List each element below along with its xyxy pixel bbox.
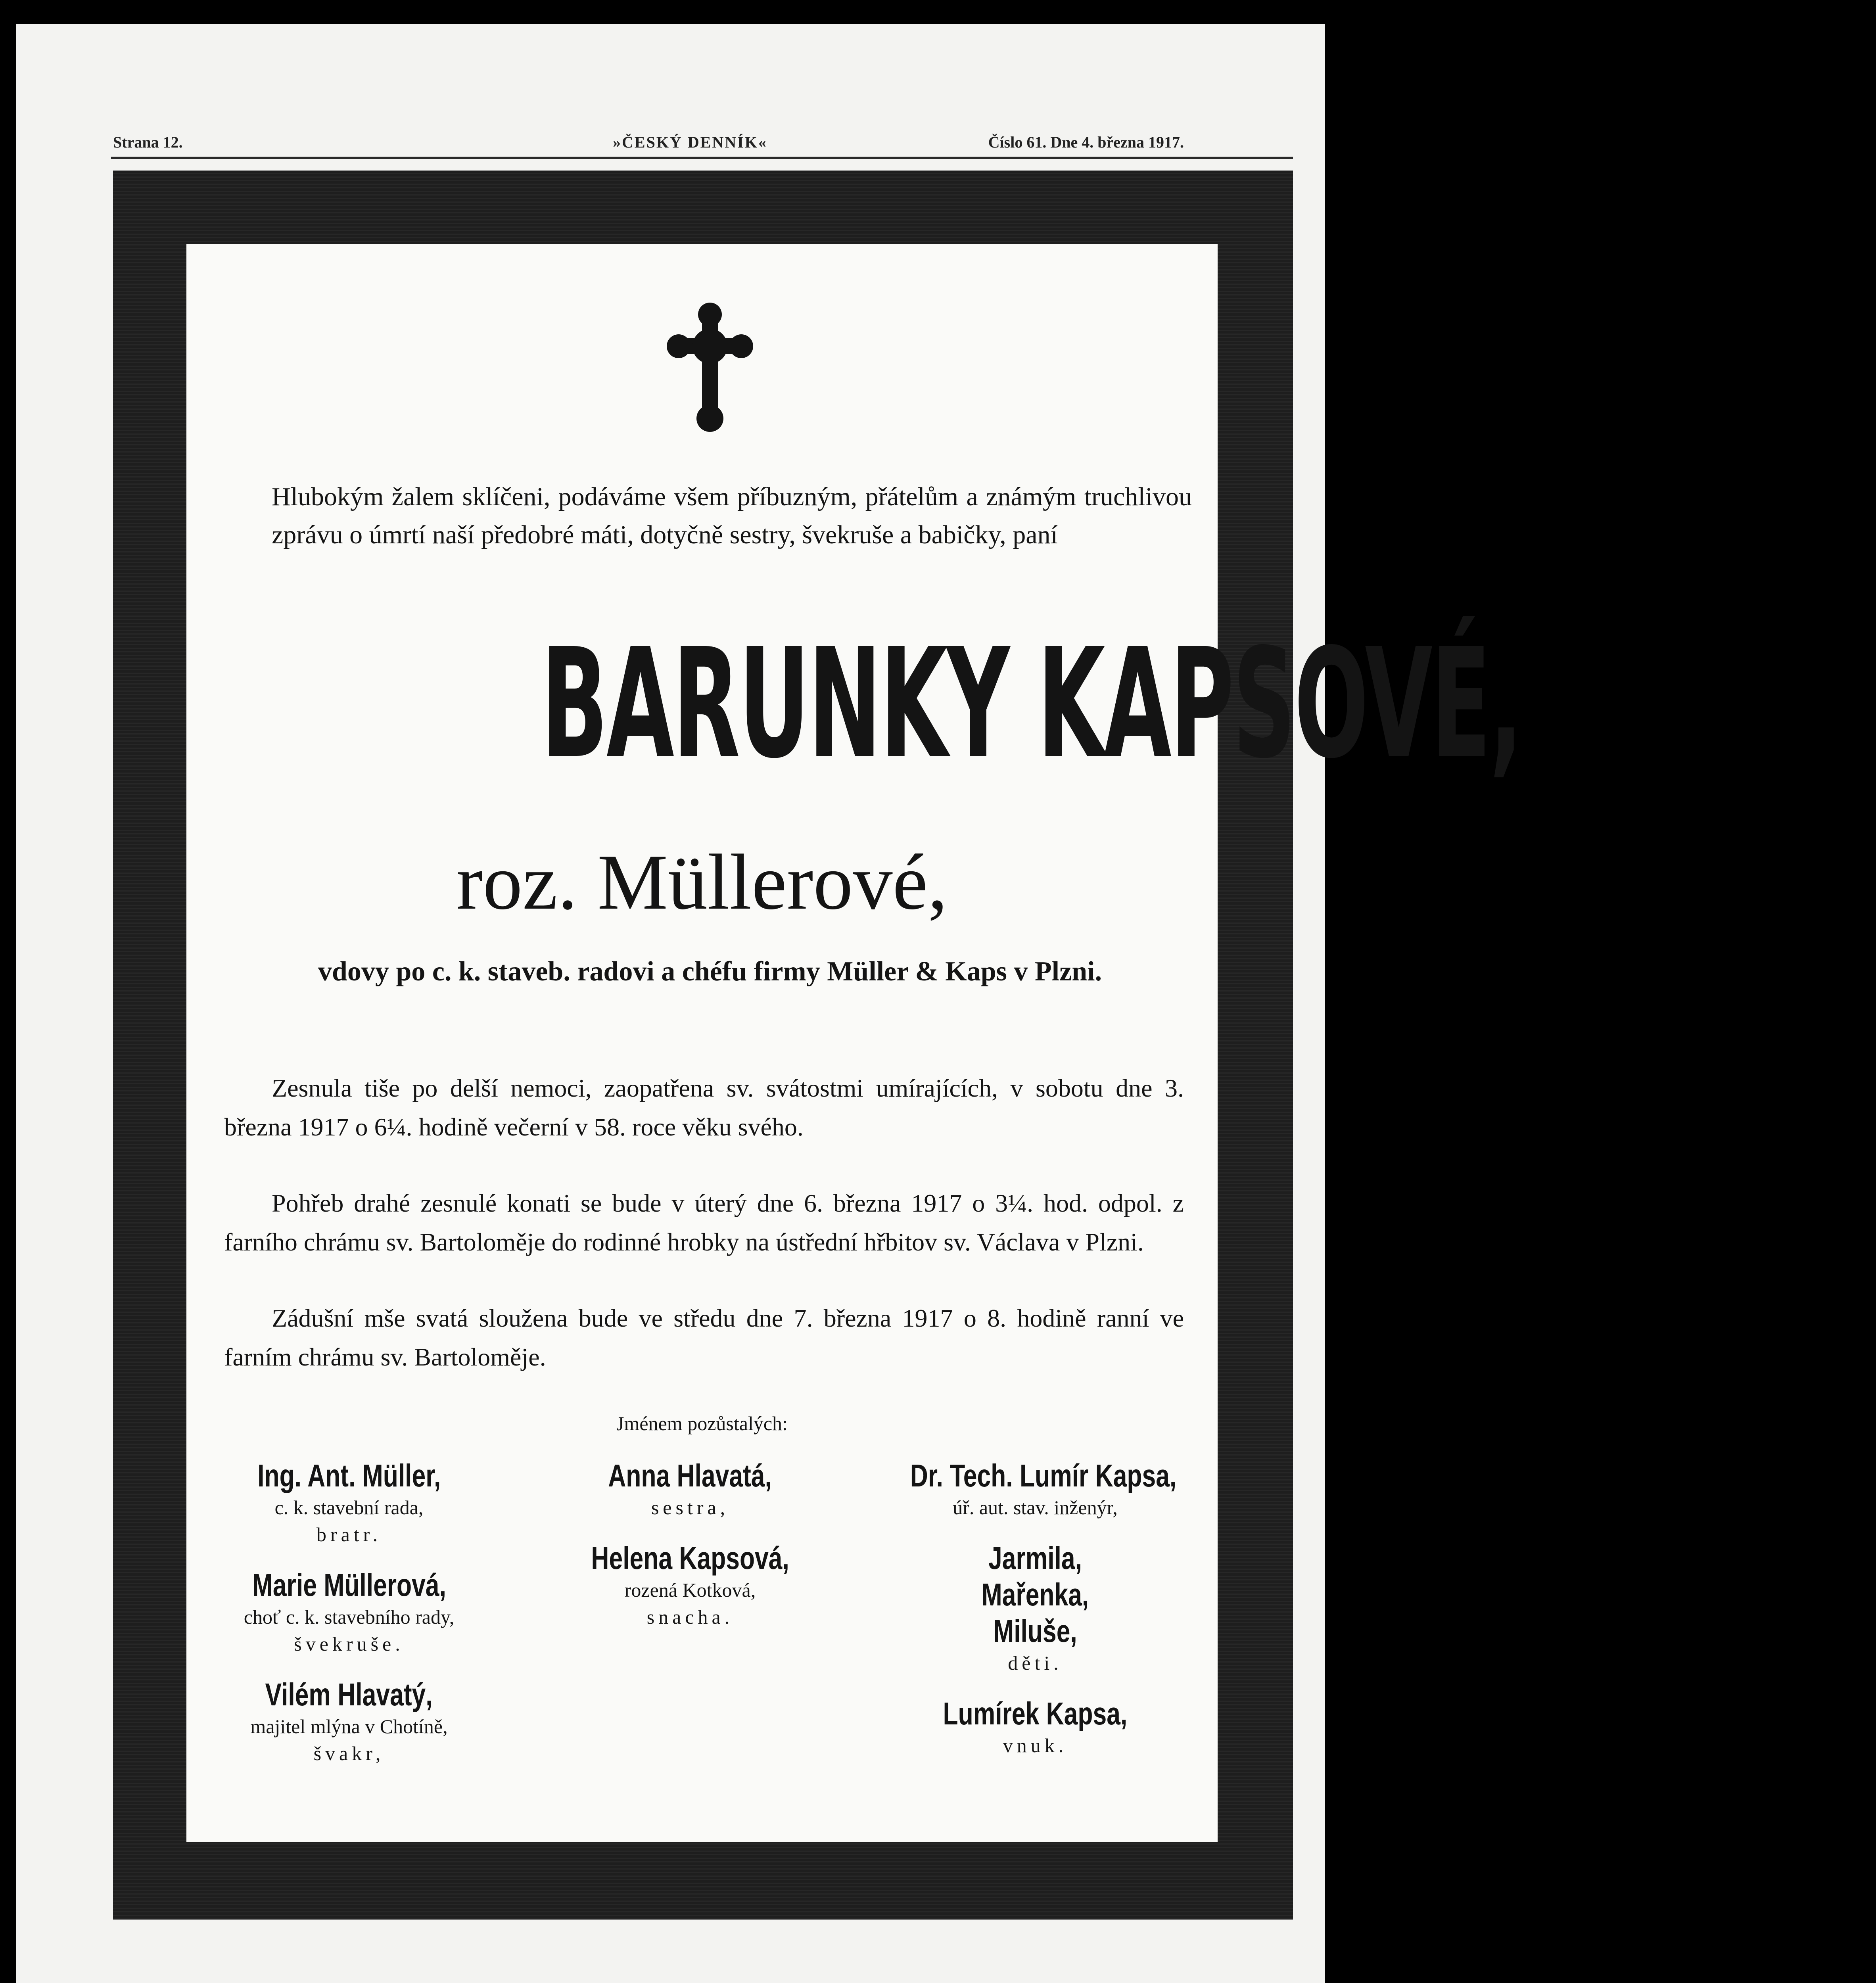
widow-description: vdovy po c. k. staveb. radovi a chéfu firmy Müller & Kaps v Plzni. bbox=[318, 956, 1102, 987]
mourner-title: choť c. k. stavebního rady, bbox=[244, 1606, 455, 1628]
funeral-paragraph: Pohřeb drahé zesnulé konati se bude v úterý dne 6. března 1917 o 3¼. hod. odpol. z farního chrámu sv. Bartoloměje do rodinné hrobky na ústřední hřbitov sv. Václava v Plzni. bbox=[224, 1189, 1184, 1256]
mourner-relation: švakr, bbox=[313, 1742, 385, 1764]
mourner-relation: bratr. bbox=[316, 1523, 382, 1546]
mourner-name: Helena Kapsová, bbox=[591, 1540, 789, 1576]
mourner-name: Dr. Tech. Lumír Kapsa, bbox=[910, 1458, 1177, 1493]
death-paragraph: Zesnula tiše po delší nemoci, zaopatřena sv. svátostmi umírajících, v sobotu dne 3. března 1917 o 6¼. hodině večerní v 58. roce věku svého. bbox=[224, 1074, 1184, 1141]
mourner-entry bbox=[873, 1458, 1198, 1521]
obituary-panel bbox=[186, 244, 1521, 1842]
mourner-entry bbox=[186, 1676, 512, 1767]
intro-text: Hlubokým žalem sklíčeni, podáváme všem příbuzným, přátelům a známým truchlivou zprávu o úmrtí naší předobré máti, dotyčně sestry, švekruše a babičky, paní bbox=[272, 482, 1192, 549]
page-number: Strana 12. bbox=[113, 133, 183, 151]
maiden-name: roz. Müllerové, bbox=[456, 838, 948, 926]
mourner-relation: sestra, bbox=[651, 1496, 729, 1519]
mourners-center-column bbox=[528, 1458, 853, 1649]
mourner-entry bbox=[528, 1540, 853, 1630]
mourner-entry bbox=[186, 1567, 512, 1657]
mourner-name: Lumírek Kapsa, bbox=[943, 1696, 1128, 1731]
deceased-name: BARUNKY KAPSOVÉ, bbox=[541, 616, 1521, 792]
mourner-name: Anna Hlavatá, bbox=[608, 1458, 772, 1493]
mourner-name: Ing. Ant. Müller, bbox=[257, 1458, 441, 1493]
issue-date: Číslo 61. Dne 4. března 1917. bbox=[988, 133, 1184, 151]
cross-icon bbox=[664, 299, 756, 434]
mourner-name: Marie Müllerová, bbox=[252, 1567, 446, 1603]
mourners-right-column bbox=[873, 1458, 1198, 1778]
mourner-name: Jarmila, Mařenka, Miluše, bbox=[981, 1540, 1089, 1649]
mourner-name: Vilém Hlavatý, bbox=[265, 1677, 433, 1712]
mass-paragraph: Zádušní mše svatá sloužena bude ve středu dne 7. března 1917 o 8. hodině ranní ve farním chrámu sv. Bartoloměje. bbox=[224, 1304, 1184, 1371]
mourner-entry bbox=[873, 1540, 1198, 1676]
mourner-title: rozená Kotková, bbox=[624, 1579, 756, 1601]
mourner-relation: vnuk. bbox=[1003, 1734, 1068, 1757]
mourner-entry bbox=[528, 1458, 853, 1521]
header-rule bbox=[111, 157, 1293, 159]
mourner-entry bbox=[873, 1695, 1198, 1759]
mourner-relation: švekruše. bbox=[294, 1633, 404, 1655]
mourners-left-column bbox=[186, 1458, 512, 1786]
mourner-title: majitel mlýna v Chotíně, bbox=[250, 1715, 448, 1738]
newspaper-title: »ČESKÝ DENNÍK« bbox=[613, 133, 767, 151]
page-header bbox=[113, 133, 1184, 157]
mourner-title: úř. aut. stav. inženýr, bbox=[953, 1496, 1118, 1519]
mourner-relation: děti. bbox=[1008, 1652, 1063, 1674]
on-behalf-heading: Jménem pozůstalých: bbox=[616, 1412, 788, 1435]
mourner-entry bbox=[186, 1458, 512, 1548]
mourner-title: c. k. stavební rada, bbox=[274, 1496, 424, 1519]
mourner-relation: snacha. bbox=[646, 1606, 734, 1628]
